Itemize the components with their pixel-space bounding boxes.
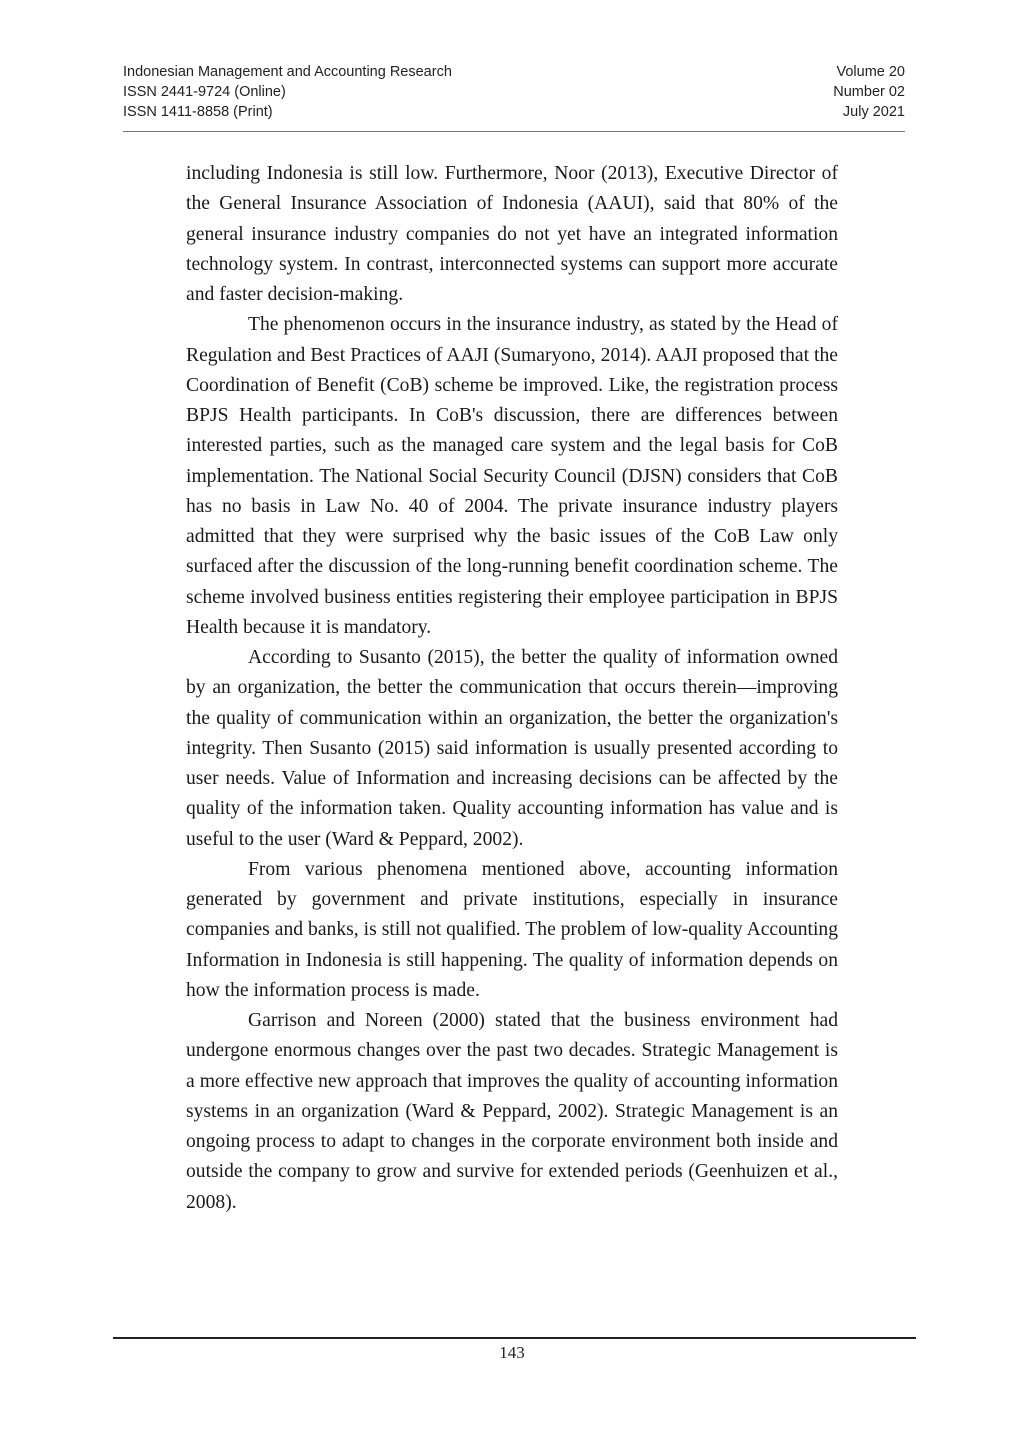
header-divider	[123, 131, 905, 132]
paragraph: The phenomenon occurs in the insurance industry, as stated by the Head of Regulation and Best Practices of AAJI (Sumaryono, 2014). AAJI proposed that the Coordination of Benefit (CoB) scheme be improved. Like, the registration process BPJS Health participants. In CoB's discussion, there are differences between interested parties, such as the managed care system and the legal basis for CoB implementation. The National Social Security Council (DJSN) considers that CoB has no basis in Law No. 40 of 2004. The private insurance industry players admitted that they were surprised why the basic issues of the CoB Law only surfaced after the discussion of the long-running benefit coordination scheme. The scheme involved business entities registering their employee participation in BPJS Health because it is mandatory.	[186, 314, 838, 638]
paragraph: According to Susanto (2015), the better the quality of information owned by an organization, the better the communication that occurs therein—improving the quality of communication within an organization, the better the organization's integrity. Then Susanto (2015) said information is usually presented according to user needs. Value of Information and increasing decisions can be affected by the quality of the information taken. Quality accounting information has value and is useful to the user (Ward & Peppard, 2002).	[186, 647, 838, 850]
footer-divider	[113, 1337, 916, 1339]
issue-date: July 2021	[842, 104, 905, 120]
paragraph-continuation: including Indonesia is still low. Furthermore, Noor (2013), Executive Director of the General Insurance Association of Indonesia (AAUI), said that 80% of the general insurance industry companies do not yet have an integrated information technology system. In contrast, interconnected systems can support more accurate and faster decision-making.	[186, 163, 838, 305]
paragraph: From various phenomena mentioned above, accounting information generated by government and private institutions, especially in insurance companies and banks, is still not qualified. The problem of low-quality Accounting Information in Indonesia is still happening. The quality of information depends on how the information process is made.	[186, 858, 838, 1001]
issue-info	[833, 62, 905, 122]
paragraph: Garrison and Noreen (2000) stated that the business environment had undergone enormous changes over the past two decades. Strategic Management is a more effective new approach that improves the quality of accounting information systems in an organization (Ward & Peppard, 2002). Strategic Management is an ongoing process to adapt to changes in the corporate environment both inside and outside the company to grow and survive for extended periods (Geenhuizen et al., 2008).	[186, 1010, 838, 1213]
number-label: Number 02	[833, 84, 905, 100]
issn-print: ISSN 1411-8858 (Print)	[123, 104, 273, 120]
article-body	[186, 159, 838, 1218]
issn-online: ISSN 2441-9724 (Online)	[123, 84, 286, 100]
volume-label: Volume 20	[836, 64, 905, 80]
page-number: 143	[499, 1343, 525, 1362]
journal-title: Indonesian Management and Accounting Research	[123, 64, 452, 80]
journal-info	[123, 62, 452, 122]
